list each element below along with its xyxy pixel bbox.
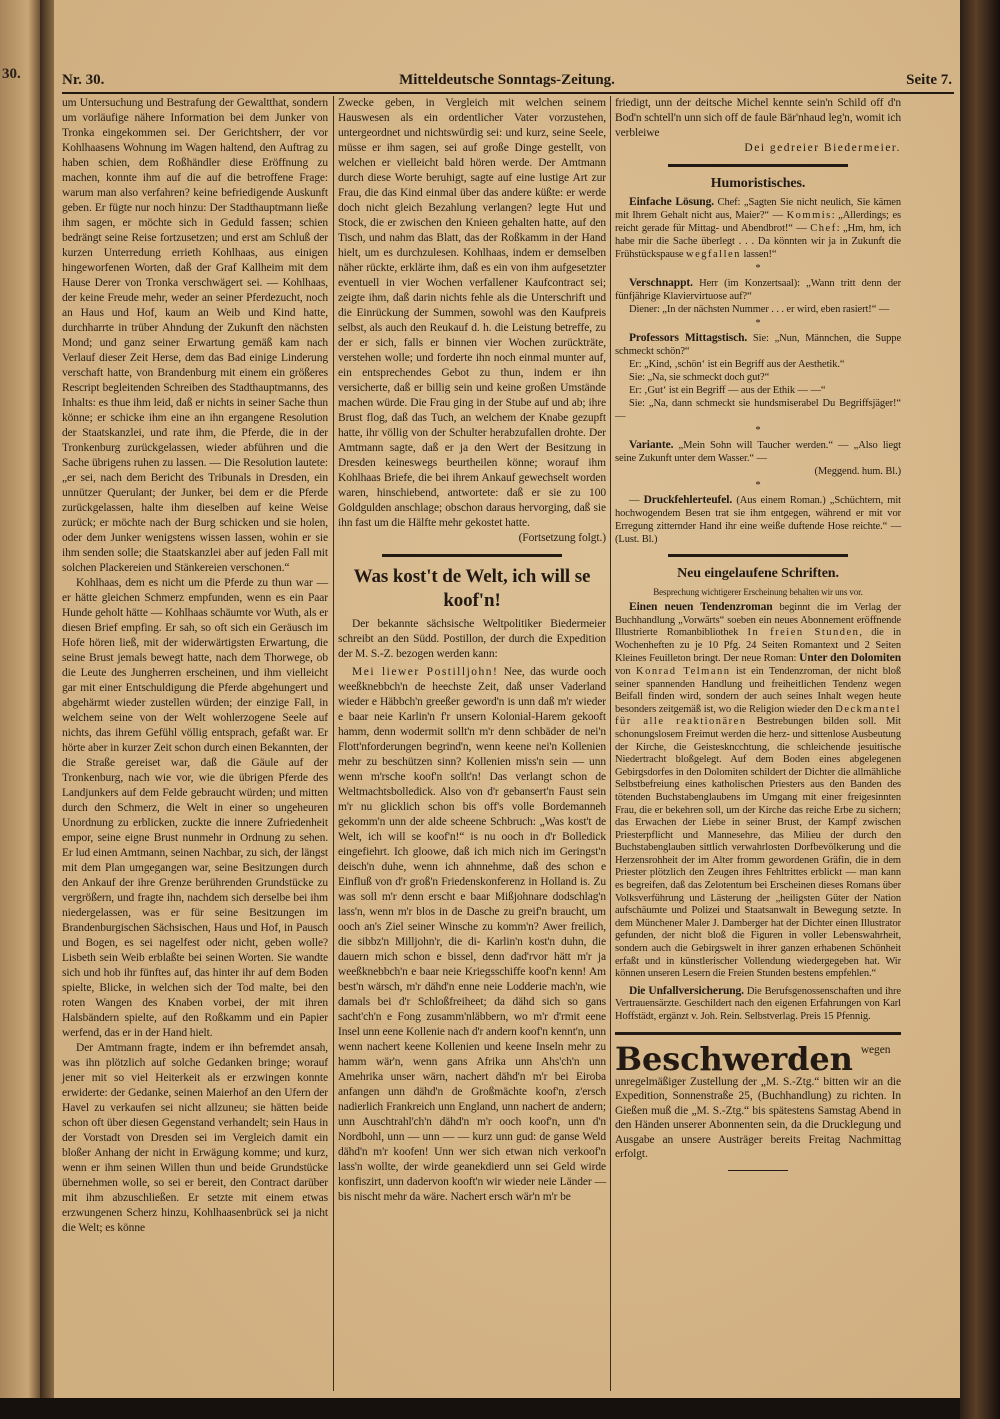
- humor-line: Diener: „In der nächsten Nummer . . . er wird, eben rasiert!“ —: [629, 304, 890, 315]
- humor-item: [615, 332, 901, 358]
- scan-background: [0, 1398, 1000, 1419]
- text-span: Professors Mittagstisch.: [629, 332, 748, 344]
- book-review: [615, 601, 901, 981]
- previous-page-number: 30.: [2, 66, 21, 82]
- letter-body: Nee, das wurde ooch weeßknebbch'n de heechste Zeit, daß unser Vaderland wieder e Häbbch'n greeßer geword'n is unn daß m'r wieder e baar neie Karlin'n f'r unsern Kolonial-Harem gekooft hamm, denn wodermit sollt'n m'r denn schbäder de nei'n Flott'nforderungen begrind'n, wenn keene nei'n Kollenien mehr zu beschützen sinn? Kollenien miss'n sein — unn wenn m'rsche koof'n sollt'n! Das verlangt schon de Weltmachtsbolledick. Also von d'r gebansert'n Faust sein m'r nu glicklich schon bis off's volle Bordemanneh gekomm'n unn der alde scheene Schbruch: „Was kost't de Welt, ich will se koof'n!“ is nu ooch in d'r Bolledick eingefiehrt. Ich gloowe, daß ich mich nich im Geringst'n deisch'n duhe, wenn ich ahnnehme, daß des schon e Einfluß von d'r groß'n Friedenskonferenz in Holland is. Zu was soll m'r denn erscht e baar Mißjohnare dodschlag'n lass'n, wenn m'r blos in de Dasche zu greif'n braucht, um ooch an's Ziel seiner Winsche zu komm'n? Awer freilich, die sibbz'n Milljohn'r, die di- Karlin'n kost'n duhn, die dauern mich schon e bissel, denn dad'rvor hätt m'r ja weeßknebbch'n e baar neie Kriegsschiffe koof'n kenn! Am best'n wärsch, m'r dähd'n enne neie Lodderie mach'n, wie damals bei d'r Schloßfreiheet; da dähd sich so gans sacht'ch'n e Fong zusamm'nläbbern, wo m'r d'rmit eene Insel unn eene Kollenie nach d'r andern koof'n kennt'n, unn wenn nachert keene Kollenien und keene Inseln mehr zu hamm wär'n, wenn gans Afrika unn Ahs'ch'n unn Amehrika unser wärn, nachert dähd'n m'r bei Eiroba anfangen unn dähd'n de Großmächte koof'n, z'ersch nadierlich Frankreich unn England, unn nachert de andern; unn Auschtrahl'ch'n dähd'n m'r ooch koof'n, unn d'n Nordbohl, unn — unn — — kurz unn gud: de ganse Weld dähd'n m'r koofen! Unn wer sich etwan nich verkoof'n lass'n wollte, der wirde geanekdierd unn sei Geld wirde konfiszirt, unn dadervon kooft'n wir wieder neie Länder — bis nischt mehr da wäre. Nachert ersch wär'n m'r be: [338, 666, 607, 1203]
- article-intro: Der bekannte sächsische Weltpolitiker Biedermeier schreibt an den Südd. Postillon, der durch die Expedition der M. S.-Z. bezogen werden kann:: [338, 618, 606, 660]
- text-span: In freien Stunden: [747, 627, 860, 639]
- column-2: [338, 96, 606, 1205]
- text-span: : „Allerdings; es reicht gerade für Mittag- und Abendbrot!“ —: [615, 210, 901, 234]
- text-span: „Mein Sohn will Taucher werden.“ — „Also liegt seine Zukunft unter dem Wasser.“ —: [615, 440, 901, 464]
- humor-item: [615, 439, 901, 465]
- separator: *: [755, 318, 761, 329]
- text-span: Konrad Telmann: [635, 665, 731, 677]
- separator: *: [755, 425, 761, 436]
- text-span: wegfallen: [686, 249, 741, 260]
- text-span: Chef: „Sagten Sie nicht neulich, Sie kämen mit Ihrem Gehalt nicht aus, Maier?“ —: [615, 197, 901, 221]
- humor-item: [615, 196, 901, 261]
- text-span: Die Unfallversicherung.: [629, 984, 744, 997]
- header-rule: [62, 92, 954, 94]
- humor-source: (Meggend. hum. Bl.): [814, 466, 901, 477]
- column-rule: [610, 96, 611, 1391]
- page-number: Seite 7.: [906, 72, 952, 88]
- humor-item: [615, 494, 901, 546]
- previous-page-edge: [0, 0, 40, 1419]
- story-paragraph: Kohlhaas, dem es nicht um die Pferde zu thun war — er hätte gleichen Schmerz empfunden, wenn es ein Paar Hunde geholt hätte — Kohlhaas schäumte vor Wuth, als er diesen Brief empfing. Er sah, so oft sich ein Geräusch im Hofe hören ließ, mit der widerwärtigsten Erwartung, die seine Brust jemals bewegt hatte, nach dem Thorwege, ob die Leute des Jungherren erscheinen, und ihm vielleicht gar mit einer Entschuldigung die Pferde abgehungert und abgehärmt wieder zustellen würden; der einzige Fall, in welchem seine von der Welt wohlerzogene Seele auf nichts, das ihrem Gefühl völlig entsprach, gefaßt war. Er hörte aber in kurzer Zeit schon durch einen Bekannten, der die Straße gereiset war, daß die Gäule auf der Tronkenburg, nach wie vor, wie die übrigen Pferde des Landjunkers auf dem Felde gebraucht würden; und mitten durch den Schmerz, die Welt in einer so ungeheuren Unordnung zu erblicken, zuckte die innere Zufriedenheit empor, seine eigne Brust nunmehr in Ordnung zu sehen. Er lud einen Amtmann, seinen Nachbar, zu sich, der längst mit dem Plan umgegangen war, seine Besitzungen durch den Ankauf der ihre Grenze berührenden Grundstücke zu vergrößern, und fragte ihn, nachdem sich derselbe bei ihm niedergelassen, was er für seine Besitzungen im Brandenburgischen Sächsischen, Haus und Hof, in Pausch und Bogen, es sei nagelfest oder nicht, geben wolle? Lisbeth sein Weib erblaßte bei seinen Worten. Sie wandte sich und hob ihr fünftes auf, das hinter ihr auf dem Boden spielte, Blicke, in welchen sich der Tod malte, bei den roten Wangen des Knaben vorbei, der mit ihren Halsbändern spielte, auf den Roßkamm und ein Papier werfend, das er in der Hand hielt.: [62, 577, 328, 1039]
- humor-line: Er: „Kind, ‚schön‘ ist ein Begriff aus der Aesthetik.“: [629, 359, 845, 370]
- books-note: Besprechung wichtigerer Erscheinung behalten wir uns vor.: [653, 587, 863, 597]
- section-rule: [615, 1032, 901, 1035]
- continued-note: (Fortsetzung folgt.): [518, 532, 606, 544]
- text-span: wegen unregelmäßiger Zustellung der „M. S.-Ztg.“ bitten wir an die Expedition, Sonnenstraße 25, (Buchhandlung) zu richten. In Gießen muß die „M. S.-Ztg.“ bis spätestens Samstag Abend in den Händen unserer Abonnenten sein, da die Drucklegung und Ausgabe an unsere Austräger bereits Freitag Nachmittag erfolgt.: [615, 1043, 901, 1161]
- letter: [338, 665, 606, 1205]
- text-span: lassen!“: [740, 249, 777, 260]
- binding-gutter: [40, 0, 54, 1419]
- text-span: Herr (im Konzertsaal): „Wann tritt denn der fünfjährige Klaviervirtuose auf?“: [615, 278, 901, 302]
- humor-line: Sie: „Na, sie schmeckt doch gut?“: [629, 372, 770, 383]
- text-span: ist ein Tendenzroman, der nicht bloß seiner spannenden Handlung und freiheitlichen Tendenz wegen Beifall finden wird, sondern der auch seines Inhalt wegen heute besonders zeitgemäß ist, wo die Religion wieder den: [615, 665, 902, 715]
- letter-body-continued: friedigt, unn der deitsche Michel kennte sein'n Schild off d'n Bod'n schtell'n unn sich off de faule Bär'nhaud leg'n, womit ich verbleiwe: [615, 97, 901, 139]
- text-span: Einen neuen Tendenzroman: [629, 601, 773, 613]
- notice-lead: Beschwerden: [615, 1039, 853, 1078]
- humor-title: Humoristisches.: [710, 176, 806, 191]
- binding-edge: [960, 0, 1000, 1419]
- text-span: Deckmantel für alle reaktionären: [615, 703, 901, 728]
- text-span: Einfache Lösung.: [629, 196, 715, 208]
- text-span: Verschnappt.: [629, 277, 693, 289]
- text-span: Unter den Dolomiten: [799, 652, 901, 665]
- humor-item: [615, 277, 901, 303]
- newspaper-title: Mitteldeutsche Sonntags-Zeitung.: [399, 72, 615, 88]
- story-paragraph: um Untersuchung und Bestrafung der Gewaltthat, sondern um vorläufige nähere Information bei dem Junker von Tronka eingekommen sei. Der Gerichtsherr, der vor Kohlhaasens Wohnung im Wagen haltend, den Auftrag zu haben schien, dem Roßhändler diese Eröffnung zu machen, konnte ihm auf die auf die betroffene Frage: warum man also verfahren? keine befriedigende Auskunft geben. Er fügte nur noch hinzu: Der Stadthauptmann ließe ihm sagen, er möchte sich in Geduld fassen; schien bedrängt seine Reise fortzusetzen; und erst am Schluß der kurzen Unterredung errieth Kohlhaas, aus einigen hingeworfenen Worten, daß der Graf Kallheim mit dem Hause Derer von Tronka verschwägert sei. — Kohlhaas, der keine Freude mehr, weder an seiner Pferdezucht, noch an Haus und Hof, kaum an Weib und Kind hatte, durchharrte in trüber Ahndung der Zukunft den nächsten Mond; und ganz seiner Erwartung gemäß kam nach Verlauf dieser Zeit Herse, dem das Bad einige Linderung verschaft hatte, von Brandenburg mit einem ein größeres Rescript begleitenden Schreiben des Stadthauptmanns, des Inhalts: es thue ihm leid, daß er nichts in seiner Sache thun könne; er schicke ihm eine an ihn ergangene Resolution der Staatskanzlei, und rate ihm, die Pferde, die in der Tronkenburg zurückgelassen, wieder abführen und die Sache übrigens ruhen zu lassen. — Die Resolution lautete: „er sei, nach dem Bericht des Tribunals in Dresden, ein unnützer Querulant; der Junker, bei dem er die Pferde zurückgelassen, halte ihm dieselben auf keine Weise zurück; er möchte nach der Burg schicken und sie holen, oder dem Junker wenigstens wissen lassen, wohin er sie ihm senden solle; die Staatskanzlei aber auf jeden Fall mit solchen Plackereien und Stänkereien verschonen.“: [62, 97, 328, 574]
- separator: *: [755, 480, 761, 491]
- complaints-notice: [615, 1039, 901, 1162]
- text-span: , die in Wochenheften zu je 10 Pfg. 24 Seiten Romantext und 2 Seiten Kleines Feuilleton bringt. Der neue Roman:: [615, 627, 901, 665]
- letter-signature: Dei gedreier Biedermeier.: [744, 142, 901, 154]
- books-section: [615, 565, 901, 1024]
- books-title: Neu eingelaufene Schriften.: [677, 566, 839, 581]
- column-1: [62, 96, 328, 1236]
- text-span: Chef: [810, 223, 837, 234]
- text-span: beginnt die im Verlag der Buchhandlung „Vorwärts“ soeben ein neues Abonnement eröffnende Illustrierte Romanbibliothek: [615, 602, 901, 639]
- column-3: [615, 96, 901, 1179]
- letter-salutation: Mei liewer Postilljohn!: [352, 666, 499, 678]
- story-paragraph: Zwecke geben, in Vergleich mit welchen seinem Hauswesen als ein ordentlicher Vater vorzustehen, untergeordnet und nichtswürdig sei: und kurz, seine Seele, müsse er ihm sagen, sei auf große Dinge gestellt, von welchen er vielleicht bald hören werde. Der Amtmann durch diese Worte beruhigt, sagte auf eine lustige Art zur Frau, die das Kind einmal über das andere küßte: er werde doch nicht gleich Bezahlung verlangen? legte Hut und Stock, die er zwischen den Knieen gehalten hatte, auf den Tisch, und nahm das Blatt, das der Roßkamm in der Hand hielt, um es durchzulesen. Kohlhaas, indem er demselben näher rückte, erklärte ihm, daß es ein von ihm aufgesetzter eventuell in vier Wochen verfallener Kaufcontract sei; zeigte ihm, daß darin nichts fehle als die Unterschrift und die Einrückung der Summen, sowohl was den Kaufpreis selbst, als auch den Reukauf d. h. die Leistung betreffe, zu der er sich, falls er binnen vier Wochen zurückträte, verstehen wolle; und forderte ihn noch einmal munter auf, ein entsprechendes Gebot zu thun, indem er ihn versicherte, daß er billig sein und keine großen Umstände machen würde. Die Frau ging in der Stube auf und ab; ihre Brust flog, daß das Tuch, an welchem der Knabe gezupft hatte, ihr völlig von der Schulter herabzufallen drohte. Der Amtmann sagte, daß er ja den Wert der Besitzung in Dresden keineswegs beurtheilen könne; worauf ihm Kohlhaas Briefe, die bei ihrem Ankauf gewechselt worden waren, hinschiebend, antwortete: daß er sie zu 100 Goldgulden anschlage; obschon daraus hervorging, daß sie ihn fast um die Hälfte mehr gekostet hatte.: [338, 97, 606, 529]
- text-span: Die Berufsgenossenschaften und ihre Vertrauensärzte. Geschildert nach den eigenen Erfahrungen von Karl Hoffstädt, ergänzt v. Joh. Rein. Selbstverlag. Preis 15 Pfennig.: [615, 985, 901, 1022]
- section-rule: [668, 554, 848, 557]
- section-rule: [668, 164, 848, 167]
- humor-line: Er: ‚Gut‘ ist ein Begriff — aus der Ethik — —“: [629, 385, 826, 396]
- text-span: von: [615, 665, 636, 677]
- issue-number: Nr. 30.: [62, 72, 105, 88]
- text-span: : „Hm, hm, ich habe mir die Sache überlegt . . . Da könnten wir ja in Zukunft die Frühstückspause: [615, 223, 901, 260]
- story-paragraph: Der Amtmann fragte, indem er ihn befremdet ansah, was ihn plötzlich auf solche Gedanken bringe; worauf jener mit so viel Heiterkeit als er erzwingen konnte erwiderte: der Gedanke, seinen Maierhof an den Ufern der Havel zu verkaufen sei nicht allzuneu; sie hätten beide schon oft über diesen Gegenstand verhandelt; sein Haus in der Vorstadt von Dresden sei im Vergleich damit ein bloßer Anhang der nicht in Erwägung komme; und kurz, wenn er ihm seinen Willen thun und beide Grundstücke übernehmen wolle, so sei er bereit, den Contract darüber mit ihm abzuschließen. Er setzte mit einem etwas erzwungenen Scherz hinzu, Kohlhaasenbrück sei ja nicht die Welt; es könne: [62, 1042, 328, 1234]
- text-span: Variante.: [629, 439, 674, 451]
- column-rule: [333, 96, 334, 1391]
- text-span: Kommis: [786, 210, 832, 221]
- page-header: [62, 72, 952, 92]
- humor-source: (Lust. Bl.): [615, 534, 658, 545]
- text-span: Druckfehlerteufel.: [643, 494, 733, 506]
- separator: *: [755, 263, 761, 274]
- book-review: [615, 985, 901, 1024]
- text-span: —: [629, 495, 644, 506]
- section-rule: [382, 554, 562, 557]
- humor-line: Sie: „Na, dann schmeckt sie hundsmiserabel Du Begriffsjäger!“ —: [615, 398, 901, 422]
- text-span: Bestrebungen bilden soll. Mit schonungslosem Freimut werden die herz- und sittenlose Ausbeutung der Kirche, die Geisteskncchtung, die schleichende jesuitische Niedertracht bloßgelegt. Auf dem Boden eines abgelegenen Gebirgsdorfes in den Dolomiten schildert der Dichter die allmähliche Selbstbefreiung eines katholischen Priesters aus den Banden des tötenden Buchstabenglaubens im Umgang mit einer freigesinnten Frau, die er bekehren soll, um der Kirche das reiche Erbe zu sichern; das Erwachen der Liebe in seiner Brust, der Kampf zwischen Priesterpflicht und Mannesehre, das Milieu der durch den Buchstabenglauben sittlich verwahrlosten Dorfbevölkerung und die Herzensrohheit der im Alter fromm gewordenen Gräfin, die in dem Priester plötzlich den Zeugen ihres Fehltrittes erblickt — man kann es begreifen, daß das Zelotentum bei Erscheinen dieses Romans über Volksverführung und Lästerung der „heiligsten Güter der Nation aufschäumte und Polizei und Staatsanwalt in Bewegung setzte. In dem Münchener Maler J. Damberger hat der Dichter einen Illustrator gefunden, der nicht bloß die Figuren in voller Lebenswahrheit, sondern auch die Gebirgswelt in ihrer ganzen erhabenen Schönheit erfaßt und in künstlerischer Vollendung wiedergegeben hat. Wir können unseren Lesern die Freien Stunden bestens empfehlen.“: [615, 716, 901, 980]
- newspaper-page: [54, 0, 960, 1398]
- section-rule: [728, 1170, 788, 1171]
- text-span: Sie: „Nun, Männchen, die Suppe schmeckt schön?“: [615, 333, 902, 357]
- article-title: Was kost't de Welt, ich will se koof'n!: [353, 566, 591, 611]
- text-span: (Aus einem Roman.) „Schüchtern, mit hochwogendem Besen trat sie ihm entgegen, während er mit vor Erregung zitternder Hand ihr eine weiße duftende Hose reichte.“ —: [615, 495, 901, 532]
